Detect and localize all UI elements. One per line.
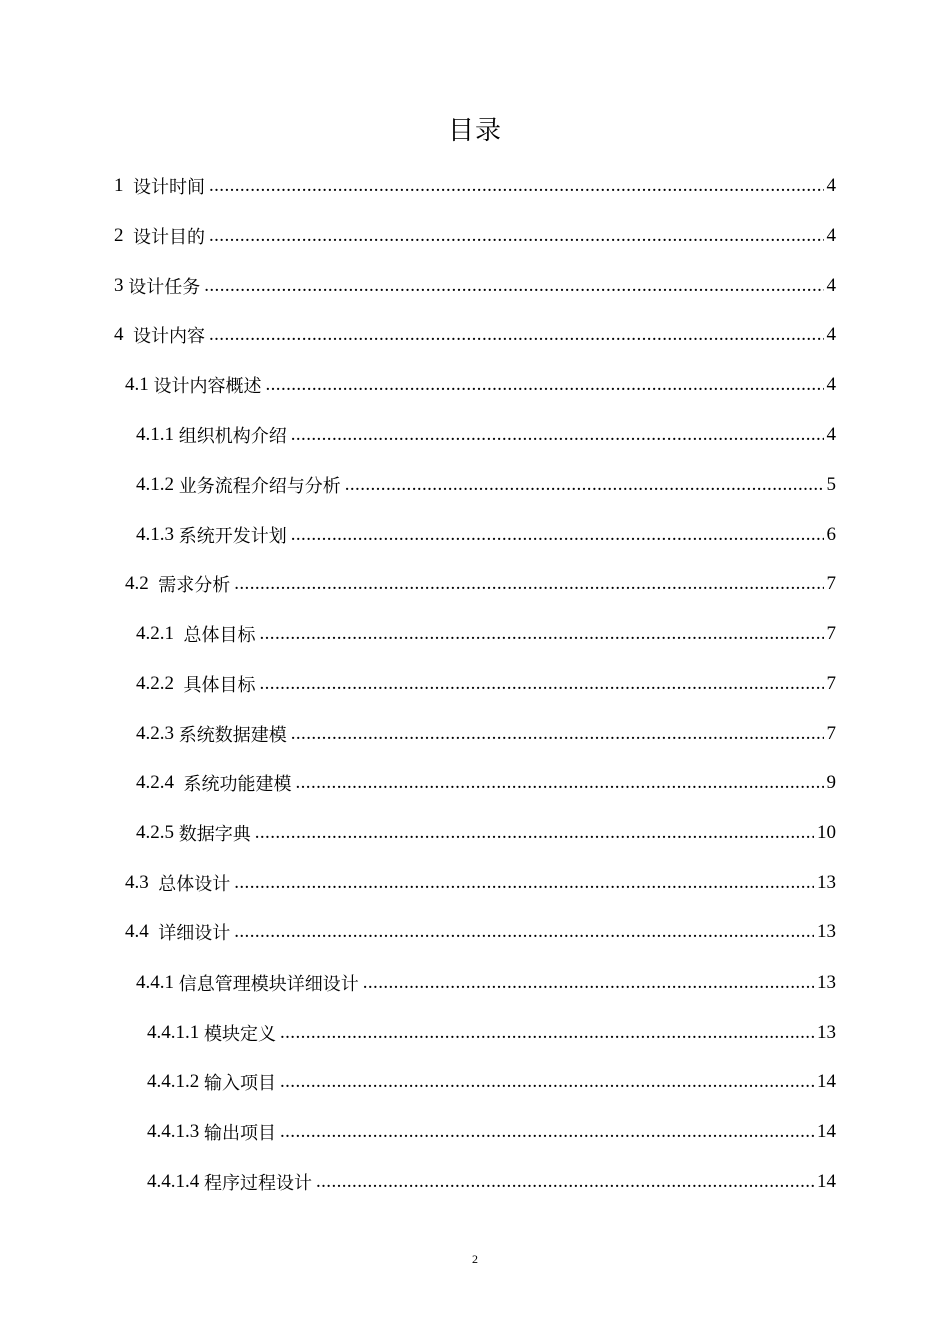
toc-dot-leader xyxy=(363,972,814,994)
toc-entry-title: 具体目标 xyxy=(183,675,256,696)
toc-entry-page: 13 xyxy=(817,972,836,993)
toc-dot-leader xyxy=(280,1121,814,1143)
toc-entry-title: 设计内容 xyxy=(133,326,205,347)
toc-entry-title: 输入项目 xyxy=(204,1073,276,1094)
toc-entry[interactable] xyxy=(136,667,836,701)
toc-dot-leader xyxy=(209,225,824,247)
toc-entry-title: 系统开发计划 xyxy=(178,526,287,547)
toc-dot-leader xyxy=(345,474,824,496)
toc-entry-number: 4.3 xyxy=(125,872,159,893)
toc-entry-page: 14 xyxy=(817,1171,836,1192)
toc-entry[interactable] xyxy=(136,766,836,800)
page-title: 目录 xyxy=(447,116,502,146)
toc-entry-number: 4.1.1 xyxy=(136,424,179,445)
toc-entry-title: 设计内容概述 xyxy=(153,376,262,397)
toc-entry-page: 14 xyxy=(817,1121,836,1142)
toc-entry-number: 4.4.1 xyxy=(136,972,179,993)
toc-entry-number: 4.1.2 xyxy=(136,474,179,495)
toc-dot-leader xyxy=(255,822,814,844)
toc-entry-page: 9 xyxy=(826,772,836,793)
toc-dot-leader xyxy=(266,374,824,396)
toc-entry-title: 业务流程介绍与分析 xyxy=(178,476,341,497)
toc-dot-leader xyxy=(234,573,823,595)
toc-entry-page: 14 xyxy=(817,1071,836,1092)
toc-dot-leader xyxy=(209,175,824,197)
toc-entry-number: 4.4.1.2 xyxy=(147,1071,204,1092)
toc-entry-page: 4 xyxy=(826,424,836,445)
toc-entry-page: 5 xyxy=(826,474,836,495)
toc-entry-title: 详细设计 xyxy=(158,923,231,944)
toc-entry-number: 4.4.1.1 xyxy=(147,1022,204,1043)
toc-dot-leader xyxy=(316,1171,814,1193)
toc-entry-page: 7 xyxy=(826,723,836,744)
toc-entry-page: 13 xyxy=(817,921,836,942)
toc-entry-number: 4.1.3 xyxy=(136,524,179,545)
toc-entry-page: 7 xyxy=(826,573,836,594)
toc-dot-leader xyxy=(280,1071,814,1093)
toc-dot-leader xyxy=(234,872,814,894)
toc-entry-page: 10 xyxy=(817,822,836,843)
toc-entry[interactable] xyxy=(136,418,836,452)
toc-entry-page: 4 xyxy=(826,225,836,246)
toc-entry-number: 2 xyxy=(114,225,133,246)
toc-entry-page: 13 xyxy=(817,1022,836,1043)
toc-entry-number: 4.2.3 xyxy=(136,723,179,744)
toc-dot-leader xyxy=(260,623,824,645)
toc-dot-leader xyxy=(291,424,824,446)
toc-entry[interactable] xyxy=(114,219,836,253)
toc-entry[interactable] xyxy=(125,915,836,949)
toc-dot-leader xyxy=(204,275,823,297)
toc-entry[interactable] xyxy=(147,1165,836,1199)
toc-dot-leader xyxy=(260,673,824,695)
toc-entry-page: 6 xyxy=(826,524,836,545)
toc-entry-number: 4 xyxy=(114,324,133,345)
toc-entry[interactable] xyxy=(136,617,836,651)
toc-entry-title: 总体设计 xyxy=(158,874,231,895)
toc-dot-leader xyxy=(209,324,824,346)
toc-entry[interactable] xyxy=(125,368,836,402)
toc-entry-page: 4 xyxy=(826,374,836,395)
toc-entry-number: 4.2.2 xyxy=(136,673,184,694)
toc-entry-title: 总体目标 xyxy=(183,625,256,646)
toc-entry-number: 4.2.1 xyxy=(136,623,184,644)
toc-entry-page: 7 xyxy=(826,673,836,694)
toc-entry-number: 3 xyxy=(114,275,129,296)
toc-entry-page: 4 xyxy=(826,324,836,345)
toc-entry-title: 需求分析 xyxy=(158,575,231,596)
toc-entry-page: 4 xyxy=(826,275,836,296)
toc-entry-number: 4.4.1.4 xyxy=(147,1171,204,1192)
toc-entry-title: 设计时间 xyxy=(133,177,205,198)
toc-entry-title: 信息管理模块详细设计 xyxy=(178,974,359,995)
toc-entry-title: 输出项目 xyxy=(204,1123,276,1144)
toc-entry[interactable] xyxy=(125,567,836,601)
toc-entry-title: 程序过程设计 xyxy=(204,1173,312,1194)
toc-entry-title: 数据字典 xyxy=(178,824,251,845)
toc-entry[interactable] xyxy=(114,269,836,303)
page-number: 2 xyxy=(472,1252,478,1266)
toc-entry[interactable] xyxy=(147,1016,836,1050)
toc-dot-leader xyxy=(234,921,814,943)
toc-dot-leader xyxy=(291,524,824,546)
toc-entry[interactable] xyxy=(147,1115,836,1149)
toc-entry-title: 系统数据建模 xyxy=(178,725,287,746)
toc-entry-title: 系统功能建模 xyxy=(183,774,292,795)
toc-entry-number: 4.2 xyxy=(125,573,159,594)
toc-entry-number: 4.2.4 xyxy=(136,772,184,793)
toc-entry[interactable] xyxy=(136,717,836,751)
toc-entry-number: 4.2.5 xyxy=(136,822,179,843)
toc-entry-page: 13 xyxy=(817,872,836,893)
toc-entry-title: 设计目的 xyxy=(133,227,205,248)
toc-dot-leader xyxy=(296,772,824,794)
toc-entry[interactable] xyxy=(114,318,836,352)
toc-entry[interactable] xyxy=(125,866,836,900)
toc-entry-number: 4.4 xyxy=(125,921,159,942)
toc-entry[interactable] xyxy=(114,169,836,203)
toc-entry[interactable] xyxy=(136,468,836,502)
toc-entry[interactable] xyxy=(136,816,836,850)
toc-entry-page: 4 xyxy=(826,175,836,196)
toc-entry-title: 模块定义 xyxy=(204,1024,276,1045)
toc-entry[interactable] xyxy=(136,966,836,1000)
toc-entry-number: 1 xyxy=(114,175,133,196)
toc-entry[interactable] xyxy=(136,518,836,552)
toc-entry-title: 设计任务 xyxy=(128,277,201,298)
toc-entry-title: 组织机构介绍 xyxy=(178,426,287,447)
toc-entry-number: 4.1 xyxy=(125,374,154,395)
toc-dot-leader xyxy=(291,723,824,745)
toc-entry-page: 7 xyxy=(826,623,836,644)
toc-entry[interactable] xyxy=(147,1065,836,1099)
toc-entry-number: 4.4.1.3 xyxy=(147,1121,204,1142)
toc-dot-leader xyxy=(280,1022,814,1044)
